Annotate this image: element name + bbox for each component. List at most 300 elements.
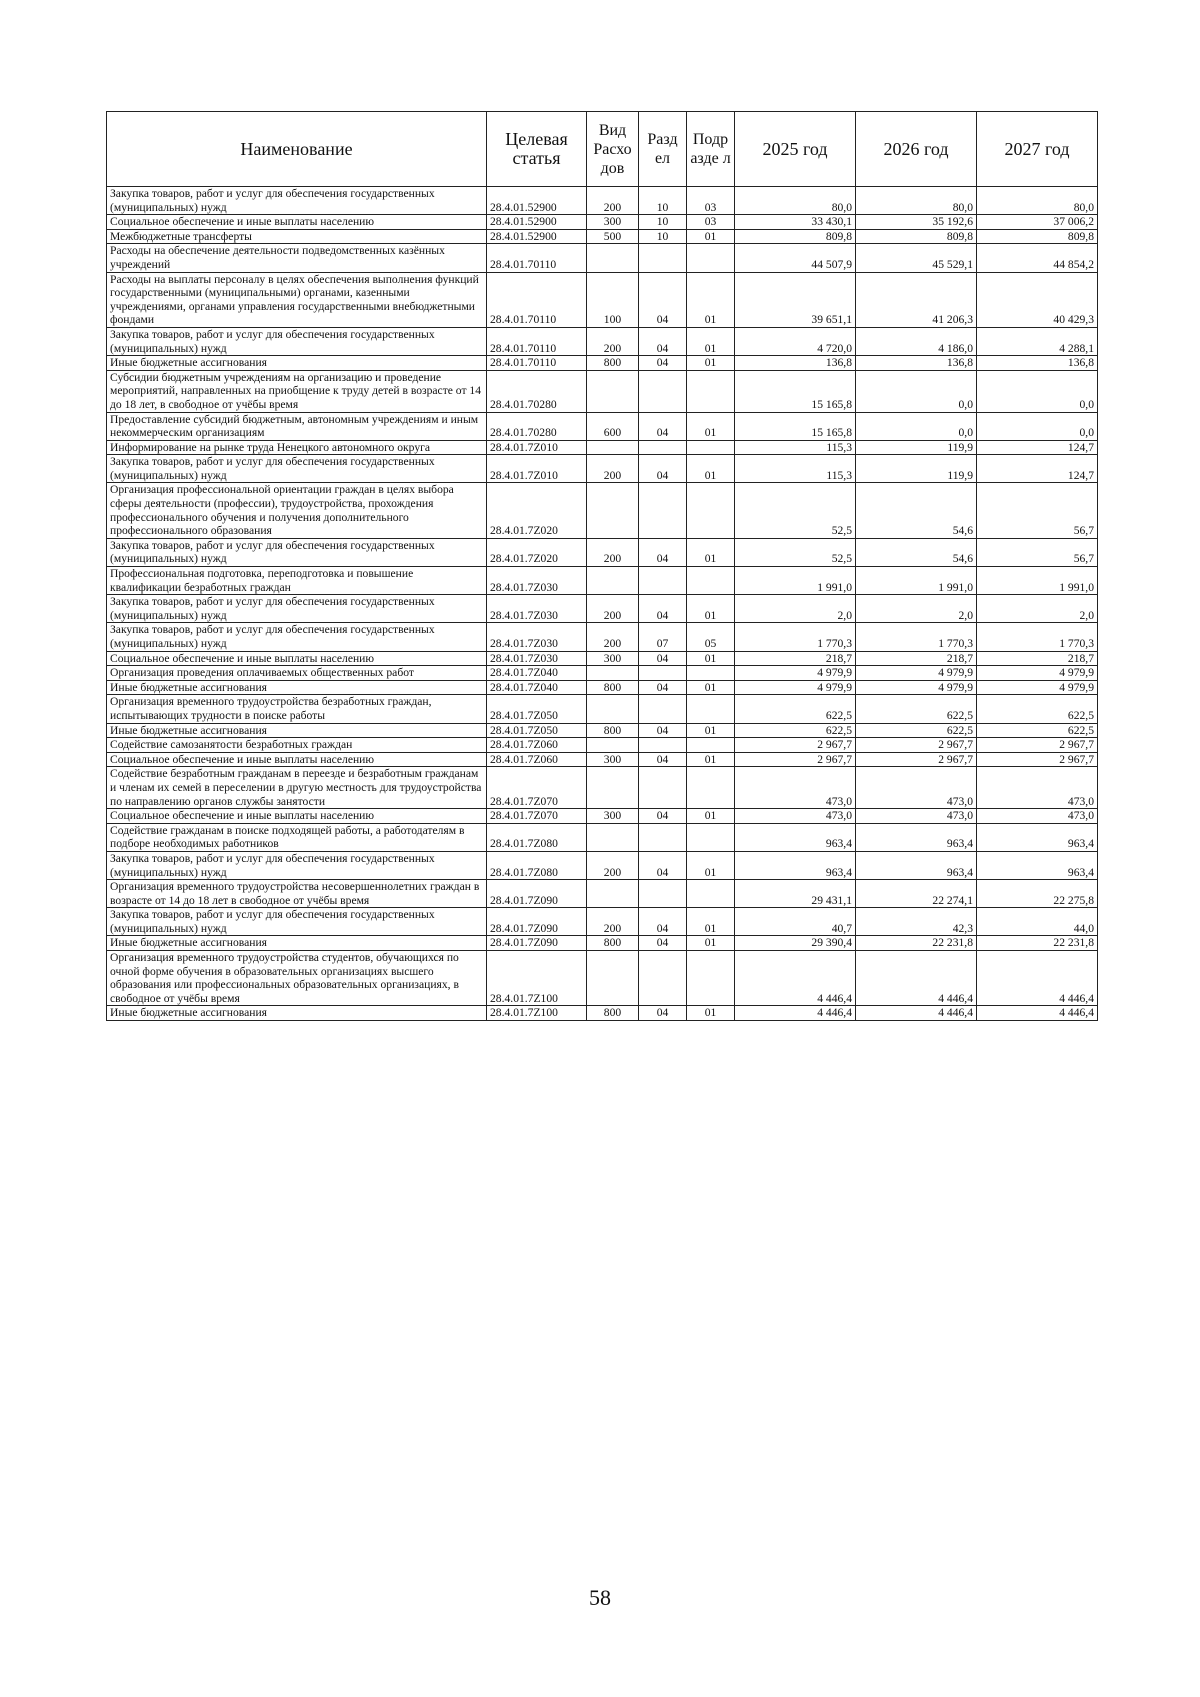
cell-name: Закупка товаров, работ и услуг для обеспечения государственных (муниципальных) нужд (107, 595, 487, 623)
cell-expense-type (587, 440, 639, 455)
budget-page (106, 111, 1098, 1021)
cell-target-article: 28.4.01.7Z090 (487, 936, 587, 951)
header-row (107, 112, 1098, 187)
cell-target-article: 28.4.01.52900 (487, 215, 587, 230)
cell-name: Иные бюджетные ассигнования (107, 680, 487, 695)
cell-expense-type: 100 (587, 272, 639, 327)
cell-2027: 80,0 (977, 187, 1098, 215)
cell-subsection (687, 440, 735, 455)
cell-target-article: 28.4.01.52900 (487, 187, 587, 215)
cell-2027: 473,0 (977, 767, 1098, 809)
cell-subsection: 01 (687, 1006, 735, 1021)
cell-expense-type (587, 666, 639, 681)
table-row (107, 623, 1098, 651)
cell-target-article: 28.4.01.7Z080 (487, 851, 587, 879)
cell-expense-type (587, 567, 639, 595)
cell-2026: 4 446,4 (856, 951, 977, 1006)
cell-2027: 37 006,2 (977, 215, 1098, 230)
cell-2025: 809,8 (735, 229, 856, 244)
table-row (107, 767, 1098, 809)
table-row (107, 651, 1098, 666)
cell-subsection: 01 (687, 908, 735, 936)
cell-name: Социальное обеспечение и иные выплаты населению (107, 215, 487, 230)
cell-expense-type: 200 (587, 595, 639, 623)
table-row (107, 680, 1098, 695)
cell-target-article: 28.4.01.7Z020 (487, 538, 587, 566)
cell-2026: 622,5 (856, 723, 977, 738)
cell-name: Содействие самозанятости безработных граждан (107, 738, 487, 753)
cell-name: Иные бюджетные ассигнования (107, 936, 487, 951)
cell-2027: 40 429,3 (977, 272, 1098, 327)
cell-section: 04 (639, 538, 687, 566)
cell-target-article: 28.4.01.7Z100 (487, 1006, 587, 1021)
cell-2025: 4 446,4 (735, 951, 856, 1006)
cell-2025: 136,8 (735, 356, 856, 371)
table-row (107, 483, 1098, 538)
cell-target-article: 28.4.01.7Z030 (487, 595, 587, 623)
cell-2025: 15 165,8 (735, 412, 856, 440)
cell-expense-type: 800 (587, 680, 639, 695)
cell-section (639, 666, 687, 681)
cell-expense-type: 800 (587, 936, 639, 951)
cell-2025: 29 390,4 (735, 936, 856, 951)
cell-expense-type (587, 695, 639, 723)
cell-2025: 15 165,8 (735, 370, 856, 412)
table-row (107, 538, 1098, 566)
cell-2027: 22 275,8 (977, 880, 1098, 908)
cell-name: Организация временного трудоустройства несовершеннолетних граждан в возрасте от 14 до 18 лет в свободное от учёбы время (107, 880, 487, 908)
cell-name: Межбюджетные трансферты (107, 229, 487, 244)
cell-2026: 35 192,6 (856, 215, 977, 230)
table-row (107, 440, 1098, 455)
table-row (107, 908, 1098, 936)
cell-2025: 39 651,1 (735, 272, 856, 327)
cell-expense-type: 800 (587, 723, 639, 738)
cell-2026: 809,8 (856, 229, 977, 244)
cell-section (639, 370, 687, 412)
cell-subsection: 03 (687, 215, 735, 230)
cell-name: Иные бюджетные ассигнования (107, 723, 487, 738)
cell-subsection: 01 (687, 412, 735, 440)
cell-target-article: 28.4.01.7Z030 (487, 623, 587, 651)
cell-name: Профессиональная подготовка, переподготовка и повышение квалификации безработных граждан (107, 567, 487, 595)
cell-subsection: 01 (687, 538, 735, 566)
cell-2027: 56,7 (977, 483, 1098, 538)
cell-expense-type: 500 (587, 229, 639, 244)
cell-2026: 473,0 (856, 809, 977, 824)
cell-section: 04 (639, 455, 687, 483)
cell-target-article: 28.4.01.7Z040 (487, 666, 587, 681)
cell-2027: 809,8 (977, 229, 1098, 244)
cell-expense-type: 200 (587, 455, 639, 483)
cell-name: Закупка товаров, работ и услуг для обеспечения государственных (муниципальных) нужд (107, 538, 487, 566)
cell-target-article: 28.4.01.70280 (487, 412, 587, 440)
cell-subsection (687, 695, 735, 723)
table-row (107, 187, 1098, 215)
table-row (107, 412, 1098, 440)
cell-2026: 2 967,7 (856, 738, 977, 753)
cell-subsection: 01 (687, 936, 735, 951)
cell-subsection (687, 666, 735, 681)
cell-name: Закупка товаров, работ и услуг для обеспечения государственных (муниципальных) нужд (107, 327, 487, 355)
cell-2025: 29 431,1 (735, 880, 856, 908)
cell-2025: 80,0 (735, 187, 856, 215)
cell-section (639, 440, 687, 455)
cell-2025: 1 770,3 (735, 623, 856, 651)
cell-2027: 4 446,4 (977, 1006, 1098, 1021)
cell-name: Организация временного трудоустройства студентов, обучающихся по очной форме обучения в образовательных организациях высшего образования или профессиональных образовательных организациях, в свободное от учёбы время (107, 951, 487, 1006)
cell-2027: 2,0 (977, 595, 1098, 623)
cell-2026: 4 979,9 (856, 680, 977, 695)
cell-target-article: 28.4.01.7Z040 (487, 680, 587, 695)
cell-2025: 4 979,9 (735, 680, 856, 695)
cell-section: 10 (639, 187, 687, 215)
table-row (107, 880, 1098, 908)
cell-2025: 52,5 (735, 538, 856, 566)
cell-2025: 963,4 (735, 851, 856, 879)
cell-expense-type: 300 (587, 215, 639, 230)
cell-target-article: 28.4.01.7Z070 (487, 767, 587, 809)
cell-subsection (687, 823, 735, 851)
cell-2025: 52,5 (735, 483, 856, 538)
table-row (107, 666, 1098, 681)
cell-name: Закупка товаров, работ и услуг для обеспечения государственных (муниципальных) нужд (107, 455, 487, 483)
cell-2027: 4 446,4 (977, 951, 1098, 1006)
cell-expense-type: 200 (587, 187, 639, 215)
header-vid: Вид Расхо дов (587, 112, 639, 187)
cell-section (639, 951, 687, 1006)
table-row (107, 936, 1098, 951)
cell-subsection: 01 (687, 723, 735, 738)
cell-2025: 4 979,9 (735, 666, 856, 681)
cell-target-article: 28.4.01.7Z050 (487, 723, 587, 738)
cell-subsection (687, 483, 735, 538)
cell-2025: 622,5 (735, 695, 856, 723)
cell-section (639, 567, 687, 595)
cell-name: Иные бюджетные ассигнования (107, 1006, 487, 1021)
cell-target-article: 28.4.01.7Z030 (487, 651, 587, 666)
cell-2026: 4 186,0 (856, 327, 977, 355)
cell-expense-type (587, 370, 639, 412)
header-2027: 2027 год (977, 112, 1098, 187)
cell-expense-type (587, 951, 639, 1006)
cell-target-article: 28.4.01.70110 (487, 272, 587, 327)
cell-subsection: 05 (687, 623, 735, 651)
cell-target-article: 28.4.01.52900 (487, 229, 587, 244)
cell-expense-type: 600 (587, 412, 639, 440)
cell-subsection (687, 370, 735, 412)
cell-target-article: 28.4.01.7Z060 (487, 738, 587, 753)
cell-2026: 2,0 (856, 595, 977, 623)
cell-subsection: 01 (687, 455, 735, 483)
cell-section (639, 244, 687, 272)
cell-2026: 42,3 (856, 908, 977, 936)
header-razd: Разд ел (639, 112, 687, 187)
cell-2027: 1 770,3 (977, 623, 1098, 651)
table-row (107, 738, 1098, 753)
table-row (107, 595, 1098, 623)
cell-expense-type: 200 (587, 623, 639, 651)
cell-2026: 22 231,8 (856, 936, 977, 951)
cell-subsection: 01 (687, 327, 735, 355)
cell-2026: 0,0 (856, 370, 977, 412)
table-body (107, 187, 1098, 1021)
cell-subsection: 01 (687, 809, 735, 824)
table-row (107, 809, 1098, 824)
cell-2026: 119,9 (856, 440, 977, 455)
cell-section: 04 (639, 327, 687, 355)
cell-name: Расходы на обеспечение деятельности подведомственных казённых учреждений (107, 244, 487, 272)
cell-2027: 4 979,9 (977, 680, 1098, 695)
cell-section (639, 880, 687, 908)
cell-target-article: 28.4.01.7Z100 (487, 951, 587, 1006)
cell-2027: 56,7 (977, 538, 1098, 566)
cell-section: 04 (639, 412, 687, 440)
table-row (107, 244, 1098, 272)
cell-2025: 2,0 (735, 595, 856, 623)
cell-2026: 963,4 (856, 823, 977, 851)
cell-target-article: 28.4.01.7Z010 (487, 455, 587, 483)
cell-section: 04 (639, 936, 687, 951)
cell-2027: 124,7 (977, 440, 1098, 455)
cell-name: Организация профессиональной ориентации граждан в целях выбора сферы деятельности (профессии), трудоустройства, прохождения профессионального обучения и получения дополнительного профессионального образования (107, 483, 487, 538)
table-row (107, 229, 1098, 244)
cell-2027: 44 854,2 (977, 244, 1098, 272)
cell-section (639, 483, 687, 538)
cell-subsection: 01 (687, 651, 735, 666)
cell-section (639, 823, 687, 851)
cell-2027: 218,7 (977, 651, 1098, 666)
cell-target-article: 28.4.01.7Z080 (487, 823, 587, 851)
cell-name: Закупка товаров, работ и услуг для обеспечения государственных (муниципальных) нужд (107, 187, 487, 215)
cell-subsection: 01 (687, 595, 735, 623)
cell-2027: 963,4 (977, 823, 1098, 851)
cell-subsection (687, 738, 735, 753)
cell-expense-type: 800 (587, 1006, 639, 1021)
cell-2025: 622,5 (735, 723, 856, 738)
cell-expense-type: 200 (587, 538, 639, 566)
budget-table (106, 111, 1098, 1021)
cell-name: Закупка товаров, работ и услуг для обеспечения государственных (муниципальных) нужд (107, 908, 487, 936)
cell-expense-type: 300 (587, 752, 639, 767)
cell-2027: 0,0 (977, 412, 1098, 440)
cell-2025: 4 720,0 (735, 327, 856, 355)
cell-2025: 4 446,4 (735, 1006, 856, 1021)
cell-2027: 44,0 (977, 908, 1098, 936)
cell-2027: 4 979,9 (977, 666, 1098, 681)
cell-target-article: 28.4.01.70110 (487, 327, 587, 355)
cell-section: 04 (639, 680, 687, 695)
cell-2027: 2 967,7 (977, 738, 1098, 753)
table-row (107, 272, 1098, 327)
cell-2025: 473,0 (735, 767, 856, 809)
cell-2027: 622,5 (977, 723, 1098, 738)
cell-name: Информирование на рынке труда Ненецкого автономного округа (107, 440, 487, 455)
cell-section: 04 (639, 752, 687, 767)
cell-2026: 2 967,7 (856, 752, 977, 767)
cell-target-article: 28.4.01.7Z090 (487, 880, 587, 908)
cell-2025: 218,7 (735, 651, 856, 666)
cell-2025: 2 967,7 (735, 738, 856, 753)
cell-section: 07 (639, 623, 687, 651)
table-row (107, 327, 1098, 355)
cell-section: 04 (639, 1006, 687, 1021)
cell-2025: 40,7 (735, 908, 856, 936)
cell-2025: 33 430,1 (735, 215, 856, 230)
cell-subsection: 01 (687, 752, 735, 767)
cell-name: Предоставление субсидий бюджетным, автономным учреждениям и иным некоммерческим организациям (107, 412, 487, 440)
cell-2025: 473,0 (735, 809, 856, 824)
cell-subsection: 01 (687, 851, 735, 879)
cell-2027: 124,7 (977, 455, 1098, 483)
cell-2027: 622,5 (977, 695, 1098, 723)
cell-expense-type: 200 (587, 851, 639, 879)
cell-expense-type: 200 (587, 327, 639, 355)
cell-2026: 136,8 (856, 356, 977, 371)
cell-2026: 473,0 (856, 767, 977, 809)
cell-2027: 4 288,1 (977, 327, 1098, 355)
cell-expense-type (587, 483, 639, 538)
cell-2026: 22 274,1 (856, 880, 977, 908)
cell-name: Расходы на выплаты персоналу в целях обеспечения выполнения функций государственными (муниципальными) органами, казенными учреждениями, органами управления государственными внебюджетными фондами (107, 272, 487, 327)
cell-2025: 115,3 (735, 455, 856, 483)
cell-subsection (687, 567, 735, 595)
cell-target-article: 28.4.01.70110 (487, 244, 587, 272)
cell-2026: 0,0 (856, 412, 977, 440)
cell-2025: 115,3 (735, 440, 856, 455)
cell-name: Закупка товаров, работ и услуг для обеспечения государственных (муниципальных) нужд (107, 851, 487, 879)
cell-target-article: 28.4.01.7Z010 (487, 440, 587, 455)
table-row (107, 695, 1098, 723)
cell-2025: 963,4 (735, 823, 856, 851)
cell-target-article: 28.4.01.7Z060 (487, 752, 587, 767)
cell-subsection (687, 880, 735, 908)
cell-2025: 44 507,9 (735, 244, 856, 272)
cell-subsection (687, 244, 735, 272)
cell-expense-type: 300 (587, 809, 639, 824)
cell-name: Иные бюджетные ассигнования (107, 356, 487, 371)
cell-expense-type (587, 880, 639, 908)
cell-subsection: 03 (687, 187, 735, 215)
cell-2027: 963,4 (977, 851, 1098, 879)
cell-expense-type: 300 (587, 651, 639, 666)
cell-section (639, 767, 687, 809)
cell-2026: 1 770,3 (856, 623, 977, 651)
table-row (107, 851, 1098, 879)
cell-expense-type: 200 (587, 908, 639, 936)
cell-target-article: 28.4.01.7Z030 (487, 567, 587, 595)
cell-2027: 22 231,8 (977, 936, 1098, 951)
cell-name: Субсидии бюджетным учреждениям на организацию и проведение мероприятий, направленных на приобщение к труду детей в возрасте от 14 до 18 лет, в свободное от учёбы время (107, 370, 487, 412)
cell-2027: 2 967,7 (977, 752, 1098, 767)
table-row (107, 567, 1098, 595)
cell-name: Закупка товаров, работ и услуг для обеспечения государственных (муниципальных) нужд (107, 623, 487, 651)
cell-section: 04 (639, 272, 687, 327)
cell-name: Организация временного трудоустройства безработных граждан, испытывающих трудности в поиске работы (107, 695, 487, 723)
cell-target-article: 28.4.01.7Z050 (487, 695, 587, 723)
cell-section: 04 (639, 356, 687, 371)
cell-section: 10 (639, 215, 687, 230)
cell-target-article: 28.4.01.7Z020 (487, 483, 587, 538)
cell-subsection: 01 (687, 356, 735, 371)
header-podr: Подр азде л (687, 112, 735, 187)
cell-target-article: 28.4.01.70280 (487, 370, 587, 412)
cell-section: 04 (639, 595, 687, 623)
cell-2026: 4 979,9 (856, 666, 977, 681)
cell-name: Социальное обеспечение и иные выплаты населению (107, 651, 487, 666)
cell-section (639, 738, 687, 753)
cell-2026: 119,9 (856, 455, 977, 483)
cell-2025: 1 991,0 (735, 567, 856, 595)
cell-section: 04 (639, 851, 687, 879)
cell-2026: 54,6 (856, 538, 977, 566)
cell-name: Содействие гражданам в поиске подходящей работы, а работодателям в подборе необходимых работников (107, 823, 487, 851)
cell-2026: 80,0 (856, 187, 977, 215)
cell-section: 04 (639, 908, 687, 936)
cell-target-article: 28.4.01.7Z090 (487, 908, 587, 936)
cell-2026: 963,4 (856, 851, 977, 879)
cell-2026: 4 446,4 (856, 1006, 977, 1021)
cell-2027: 0,0 (977, 370, 1098, 412)
cell-2026: 218,7 (856, 651, 977, 666)
cell-2026: 622,5 (856, 695, 977, 723)
cell-2025: 2 967,7 (735, 752, 856, 767)
table-row (107, 370, 1098, 412)
cell-name: Социальное обеспечение и иные выплаты населению (107, 809, 487, 824)
table-row (107, 455, 1098, 483)
table-row (107, 752, 1098, 767)
page-number: 58 (589, 1585, 611, 1610)
cell-2027: 1 991,0 (977, 567, 1098, 595)
cell-expense-type (587, 244, 639, 272)
cell-2026: 45 529,1 (856, 244, 977, 272)
cell-name: Социальное обеспечение и иные выплаты населению (107, 752, 487, 767)
cell-subsection: 01 (687, 229, 735, 244)
cell-expense-type (587, 738, 639, 753)
cell-subsection (687, 951, 735, 1006)
cell-2026: 1 991,0 (856, 567, 977, 595)
cell-name: Организация проведения оплачиваемых общественных работ (107, 666, 487, 681)
cell-2027: 473,0 (977, 809, 1098, 824)
table-row (107, 1006, 1098, 1021)
cell-name: Содействие безработным гражданам в переезде и безработным гражданам и членам их семей в переселении в другую местность для трудоустройства по направлению органов службы занятости (107, 767, 487, 809)
cell-2027: 136,8 (977, 356, 1098, 371)
cell-section: 04 (639, 809, 687, 824)
table-row (107, 951, 1098, 1006)
table-row (107, 723, 1098, 738)
cell-subsection (687, 767, 735, 809)
table-row (107, 215, 1098, 230)
header-code: Целевая статья (487, 112, 587, 187)
cell-section: 04 (639, 651, 687, 666)
cell-section: 10 (639, 229, 687, 244)
cell-2026: 54,6 (856, 483, 977, 538)
table-row (107, 823, 1098, 851)
cell-expense-type (587, 767, 639, 809)
cell-2026: 41 206,3 (856, 272, 977, 327)
header-name: Наименование (107, 112, 487, 187)
cell-expense-type (587, 823, 639, 851)
cell-section (639, 695, 687, 723)
cell-subsection: 01 (687, 272, 735, 327)
cell-expense-type: 800 (587, 356, 639, 371)
cell-target-article: 28.4.01.70110 (487, 356, 587, 371)
header-2026: 2026 год (856, 112, 977, 187)
cell-subsection: 01 (687, 680, 735, 695)
cell-target-article: 28.4.01.7Z070 (487, 809, 587, 824)
table-row (107, 356, 1098, 371)
cell-section: 04 (639, 723, 687, 738)
